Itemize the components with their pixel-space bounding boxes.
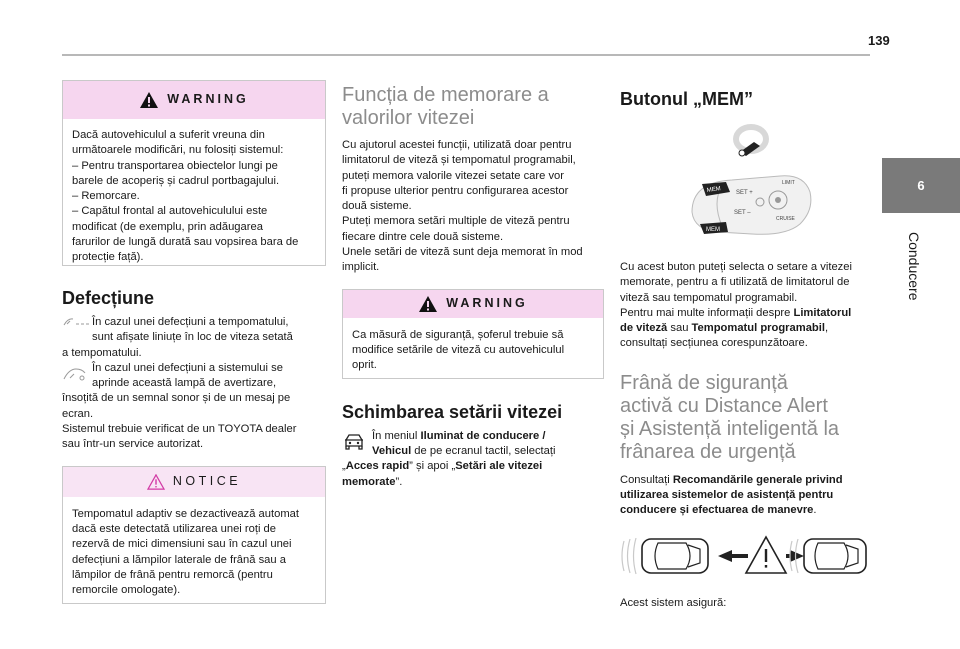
mem-line: consultați secțiunea corespunzătoare. xyxy=(620,337,808,350)
text-span: ” și apoi „ xyxy=(409,460,456,473)
warning-triangle-icon xyxy=(418,295,438,313)
text-span: „ xyxy=(342,460,346,473)
text-span: de pe ecranul tactil, selectați xyxy=(411,444,556,457)
warning-line: – Pentru transportarea obiectelor lungi pe xyxy=(72,159,278,172)
menu-name-bold: Acces rapid xyxy=(345,460,410,473)
text-span: , xyxy=(824,322,829,335)
warning-line: Dacă autovehiculul a suferit vreuna din xyxy=(72,129,265,141)
defect-line: sunt afișate liniuțe în loc de viteza setată xyxy=(92,331,293,344)
warning-line: farurilor de lungă durată sau vopsirea bara de xyxy=(72,236,299,249)
warning-box xyxy=(62,80,326,266)
warning-title: WARNING xyxy=(446,296,528,311)
mem-line: viteză sau tempomatul programabil. xyxy=(620,291,798,304)
cruise-warning-lamp-icon xyxy=(62,367,88,381)
warning-line: protecție față). xyxy=(72,251,144,264)
memory-heading-line: Funcția de memorare a xyxy=(342,84,549,106)
defect-line: sau într-un service autorizat. xyxy=(62,438,204,451)
distance-alert-cars-diagram xyxy=(620,533,870,579)
brake-heading-line: Frână de siguranță xyxy=(620,371,788,394)
brake-last-line: Acest sistem asigură: xyxy=(620,596,727,609)
notice-title: NOTICE xyxy=(172,474,242,489)
notice-line: defecțiuni a lămpilor laterale de frână sau a xyxy=(72,553,286,566)
text-span: În meniul xyxy=(372,429,421,442)
defect-dashes-paragraph xyxy=(62,315,326,346)
hazard-triangle-icon xyxy=(746,537,786,573)
recommendation-bold: Recomandările generale privind xyxy=(672,473,843,486)
mem-line xyxy=(620,306,870,321)
memory-line: implicit. xyxy=(342,261,380,274)
limiter-bold: Limitatorul xyxy=(793,306,852,319)
defect-line: aprinde această lampă de avertizare, xyxy=(92,377,277,390)
warning-line: – Capătul frontal al autovehiculului este xyxy=(72,205,268,218)
limit-label: LIMIT xyxy=(782,180,795,186)
text-span: sau xyxy=(667,322,692,335)
notice-triangle-icon xyxy=(147,474,165,490)
text-span: ”. xyxy=(395,475,403,488)
column-left xyxy=(62,80,326,604)
notice-line: remorcile omologate). xyxy=(72,584,181,597)
limiter-bold: de viteză xyxy=(620,322,668,335)
warning-line: barele de acoperiș și cadrul portbagajului. xyxy=(72,174,280,187)
notice-line: Tempomatul adaptiv se dezactivează automat xyxy=(72,507,299,520)
chapter-label-text: Conducere xyxy=(906,232,922,301)
menu-name-bold: memorate xyxy=(342,475,396,488)
warning-body xyxy=(63,119,325,275)
mem-label-bottom: MEM xyxy=(706,227,720,233)
defect-line: Sistemul trebuie verificat de un TOYOTA dealer xyxy=(62,423,297,436)
warning-header xyxy=(63,81,325,119)
brake-heading-line: frânarea de urgență xyxy=(620,440,796,463)
menu-name-bold: Iluminat de conducere / xyxy=(420,429,546,442)
memory-line: două sisteme. xyxy=(342,200,412,213)
warning-body xyxy=(343,318,603,383)
chapter-number: 6 xyxy=(917,178,925,193)
defect-heading: Defecțiune xyxy=(62,288,155,308)
notice-line: lămpilor de frână pentru remorcă (pentru xyxy=(72,568,273,581)
memory-line: Puteți memora setări multiple de viteză pentru xyxy=(342,215,570,228)
cruise-control-stalk-diagram xyxy=(682,162,822,244)
column-middle xyxy=(342,84,604,490)
menu-name-bold: Setări ale vitezei xyxy=(455,460,543,473)
text-span: Consultați xyxy=(620,473,673,486)
warning-box-speed xyxy=(342,289,604,379)
warning-triangle-icon xyxy=(139,91,159,109)
chapter-tab[interactable] xyxy=(882,158,960,213)
change-speed-line xyxy=(372,429,604,444)
brake-line xyxy=(620,503,870,518)
defect-line: În cazul unei defecțiuni a sistemului se xyxy=(92,361,283,374)
change-speed-line xyxy=(342,475,604,490)
mem-line: Cu acest buton puteți selecta o setare a vitezei xyxy=(620,261,852,273)
page-number: 139 xyxy=(868,33,890,48)
defect-line: însoțită de un semnal sonor și de un mesaj pe xyxy=(62,392,291,405)
brake-line xyxy=(620,488,870,503)
defect-lamp-paragraph xyxy=(62,361,326,392)
front-car-icon xyxy=(804,539,866,573)
defect-line: a tempomatului. xyxy=(62,346,142,359)
memory-heading-line: valorilor vitezei xyxy=(342,107,475,129)
memory-line: fi propuse ulterior pentru configurarea acestor xyxy=(342,184,569,197)
memory-line: limitatorul de viteză și tempomatul programabil, xyxy=(342,154,576,167)
text-span: . xyxy=(813,504,817,517)
mem-line: memorate, pentru a fi utilizată de limitatorul de xyxy=(620,276,850,289)
brake-line xyxy=(620,473,870,488)
notice-header xyxy=(63,467,325,497)
memory-line: puteți memora valorile vitezei setate care vor xyxy=(342,169,564,182)
set-minus-label: SET – xyxy=(734,210,751,216)
notice-body xyxy=(63,497,325,608)
change-speed-heading: Schimbarea setării vitezei xyxy=(342,401,563,422)
warning-header xyxy=(343,290,603,318)
mem-paragraph xyxy=(620,260,870,352)
rear-car-icon xyxy=(642,539,708,573)
menu-name-bold: Vehicul xyxy=(372,444,412,457)
memory-line: fiecare dintre cele două sisteme. xyxy=(342,230,504,243)
text-span: Pentru mai multe informații despre xyxy=(620,306,794,319)
memory-heading xyxy=(342,84,604,130)
change-speed-line xyxy=(372,444,604,459)
recommendation-bold: utilizarea sistemelor de asistență pentru xyxy=(620,489,834,502)
memory-line: Unele setări de viteză sunt deja memorat în mod xyxy=(342,246,583,259)
change-speed-line xyxy=(342,459,604,474)
chapter-label xyxy=(906,232,926,322)
defect-line: În cazul unei defecțiuni a tempomatului, xyxy=(92,316,289,328)
mem-label-top: MEM xyxy=(706,186,722,194)
mem-button-heading: Butonul „MEM” xyxy=(620,89,753,109)
brake-heading xyxy=(620,372,870,464)
column-right xyxy=(620,88,870,611)
change-speed-paragraph xyxy=(342,429,604,460)
brake-paragraph xyxy=(620,473,870,519)
brake-heading-line: și Asistență inteligentă la xyxy=(620,417,840,440)
warning-line: Ca măsură de siguranță, șoferul trebuie să xyxy=(352,328,564,341)
set-plus-label: SET + xyxy=(736,190,753,196)
mem-line xyxy=(620,321,870,336)
speed-dashes-icon xyxy=(62,317,90,327)
steering-wheel-icon xyxy=(730,122,772,158)
warning-title: WARNING xyxy=(167,92,249,107)
warning-line: modifice setările de viteză cu autovehiculul xyxy=(352,343,565,356)
warning-line: modificat (de exemplu, prin adăugarea xyxy=(72,220,263,233)
recommendation-bold: conducere și efectuarea de manevre xyxy=(620,504,814,517)
notice-line: dacă este detectată utilizarea unei roți de xyxy=(72,522,276,535)
notice-box xyxy=(62,466,326,604)
memory-line: Cu ajutorul acestei funcții, utilizată doar pentru xyxy=(342,139,572,151)
warning-line: – Remorcare. xyxy=(72,190,140,203)
defect-line: ecran. xyxy=(62,407,94,420)
warning-line: următoarele modificări, nu folosiți sistemul: xyxy=(72,144,284,157)
arrow-left-icon xyxy=(718,550,748,562)
notice-line: rezervă de mici dimensiuni sau în cazul unei xyxy=(72,538,292,551)
top-divider xyxy=(62,54,870,56)
cruise-bold: Tempomatul programabil xyxy=(691,322,825,335)
car-menu-icon xyxy=(342,431,366,453)
brake-heading-line: activă cu Distance Alert xyxy=(620,394,828,417)
cruise-label: CRUISE xyxy=(776,216,795,222)
warning-line: oprit. xyxy=(352,359,377,372)
